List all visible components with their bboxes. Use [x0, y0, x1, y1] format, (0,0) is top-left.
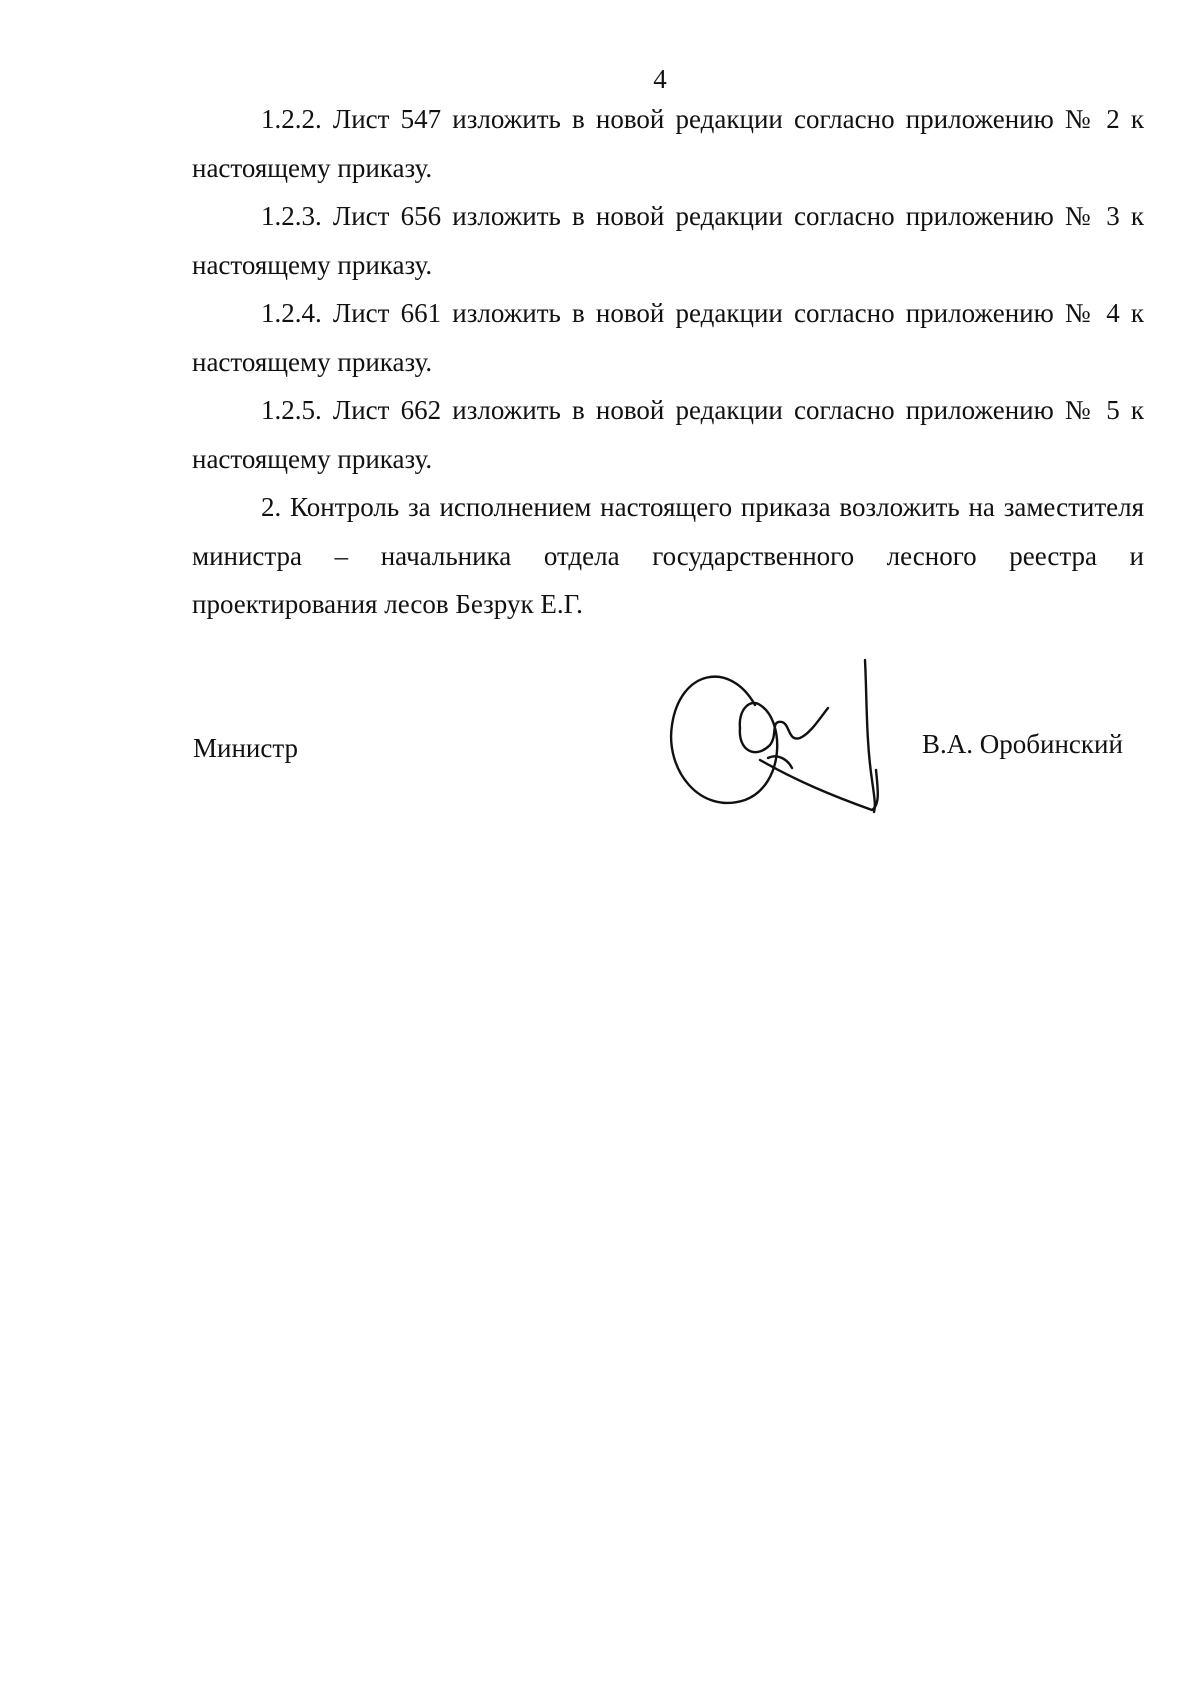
paragraph-1-2-4: 1.2.4. Лист 661 изложить в новой редакции согласно приложению № 4 к настоящему приказу. — [192, 298, 1144, 377]
page-number: 4 — [653, 64, 667, 94]
document-body — [192, 95, 1144, 629]
paragraph-1-2-5: 1.2.5. Лист 662 изложить в новой редакции согласно приложению № 5 к настоящему приказу. — [192, 395, 1144, 474]
paragraph-1-2-3: 1.2.3. Лист 656 изложить в новой редакции согласно приложению № 3 к настоящему приказу. — [192, 201, 1144, 280]
signatory-name: В.А. Оробинский — [922, 729, 1123, 759]
handwritten-signature-icon — [660, 650, 910, 830]
signatory-title: Министр — [193, 733, 298, 763]
paragraph-2-control: 2. Контроль за исполнением настоящего приказа возложить на заместителя министра – начальника отдела государственного лесного реестра и проектирования лесов Безрук Е.Г. — [192, 492, 1144, 619]
paragraph-1-2-2: 1.2.2. Лист 547 изложить в новой редакции согласно приложению № 2 к настоящему приказу. — [192, 104, 1144, 183]
